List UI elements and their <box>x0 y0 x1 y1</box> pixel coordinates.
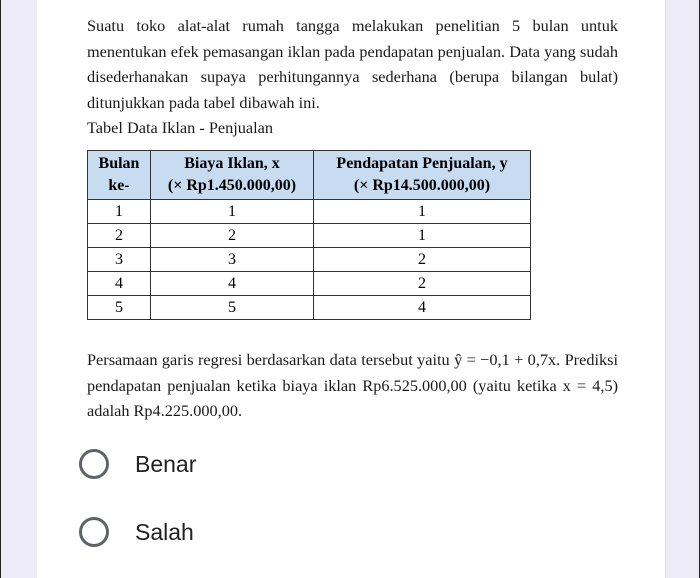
cell: 1 <box>88 200 151 224</box>
question-intro: Suatu toko alat-alat rumah tangga melakukan penelitian 5 bulan untuk menentukan efek pemasangan iklan pada pendapatan penjualan. Data yang sudah disederhanakan supaya perhitungannya sederhana (berupa bilangan bulat) ditunjukkan pada tabel dibawah ini. <box>87 16 618 112</box>
cell: 4 <box>151 272 314 296</box>
cell: 4 <box>314 296 531 320</box>
question-panel <box>37 0 666 578</box>
cell: 5 <box>88 296 151 320</box>
cell: 2 <box>88 224 151 248</box>
option-salah[interactable] <box>79 517 194 547</box>
radio-circle-icon[interactable] <box>79 517 109 547</box>
cell: 1 <box>314 200 531 224</box>
cell: 3 <box>151 248 314 272</box>
option-label: Benar <box>135 450 197 477</box>
table-row <box>88 200 531 224</box>
cell: 2 <box>314 248 531 272</box>
table-row <box>88 248 531 272</box>
table-row <box>88 224 531 248</box>
option-label: Salah <box>135 518 194 545</box>
data-table <box>87 150 531 320</box>
radio-circle-icon[interactable] <box>79 449 109 479</box>
header-ad-cost: Biaya Iklan, x (× Rp1.450.000,00) <box>151 151 314 200</box>
cell: 1 <box>151 200 314 224</box>
cell: 4 <box>88 272 151 296</box>
question-statement: Persamaan garis regresi berdasarkan data tersebut yaitu ŷ = −0,1 + 0,7x. Prediksi pendapatan penjualan ketika biaya iklan Rp6.525.000,00 (yaitu ketika x = 4,5) adalah Rp4.225.000,00. <box>87 350 618 420</box>
table-row <box>88 296 531 320</box>
cell: 1 <box>314 224 531 248</box>
cell: 2 <box>314 272 531 296</box>
header-sales: Pendapatan Penjualan, y (× Rp14.500.000,00) <box>314 151 531 200</box>
table-header-row <box>88 151 531 200</box>
cell: 3 <box>88 248 151 272</box>
table-caption: Tabel Data Iklan - Penjualan <box>87 118 274 137</box>
cell: 5 <box>151 296 314 320</box>
cell: 2 <box>151 224 314 248</box>
header-month: Bulan ke- <box>88 151 151 200</box>
table-row <box>88 272 531 296</box>
option-benar[interactable] <box>79 449 196 479</box>
